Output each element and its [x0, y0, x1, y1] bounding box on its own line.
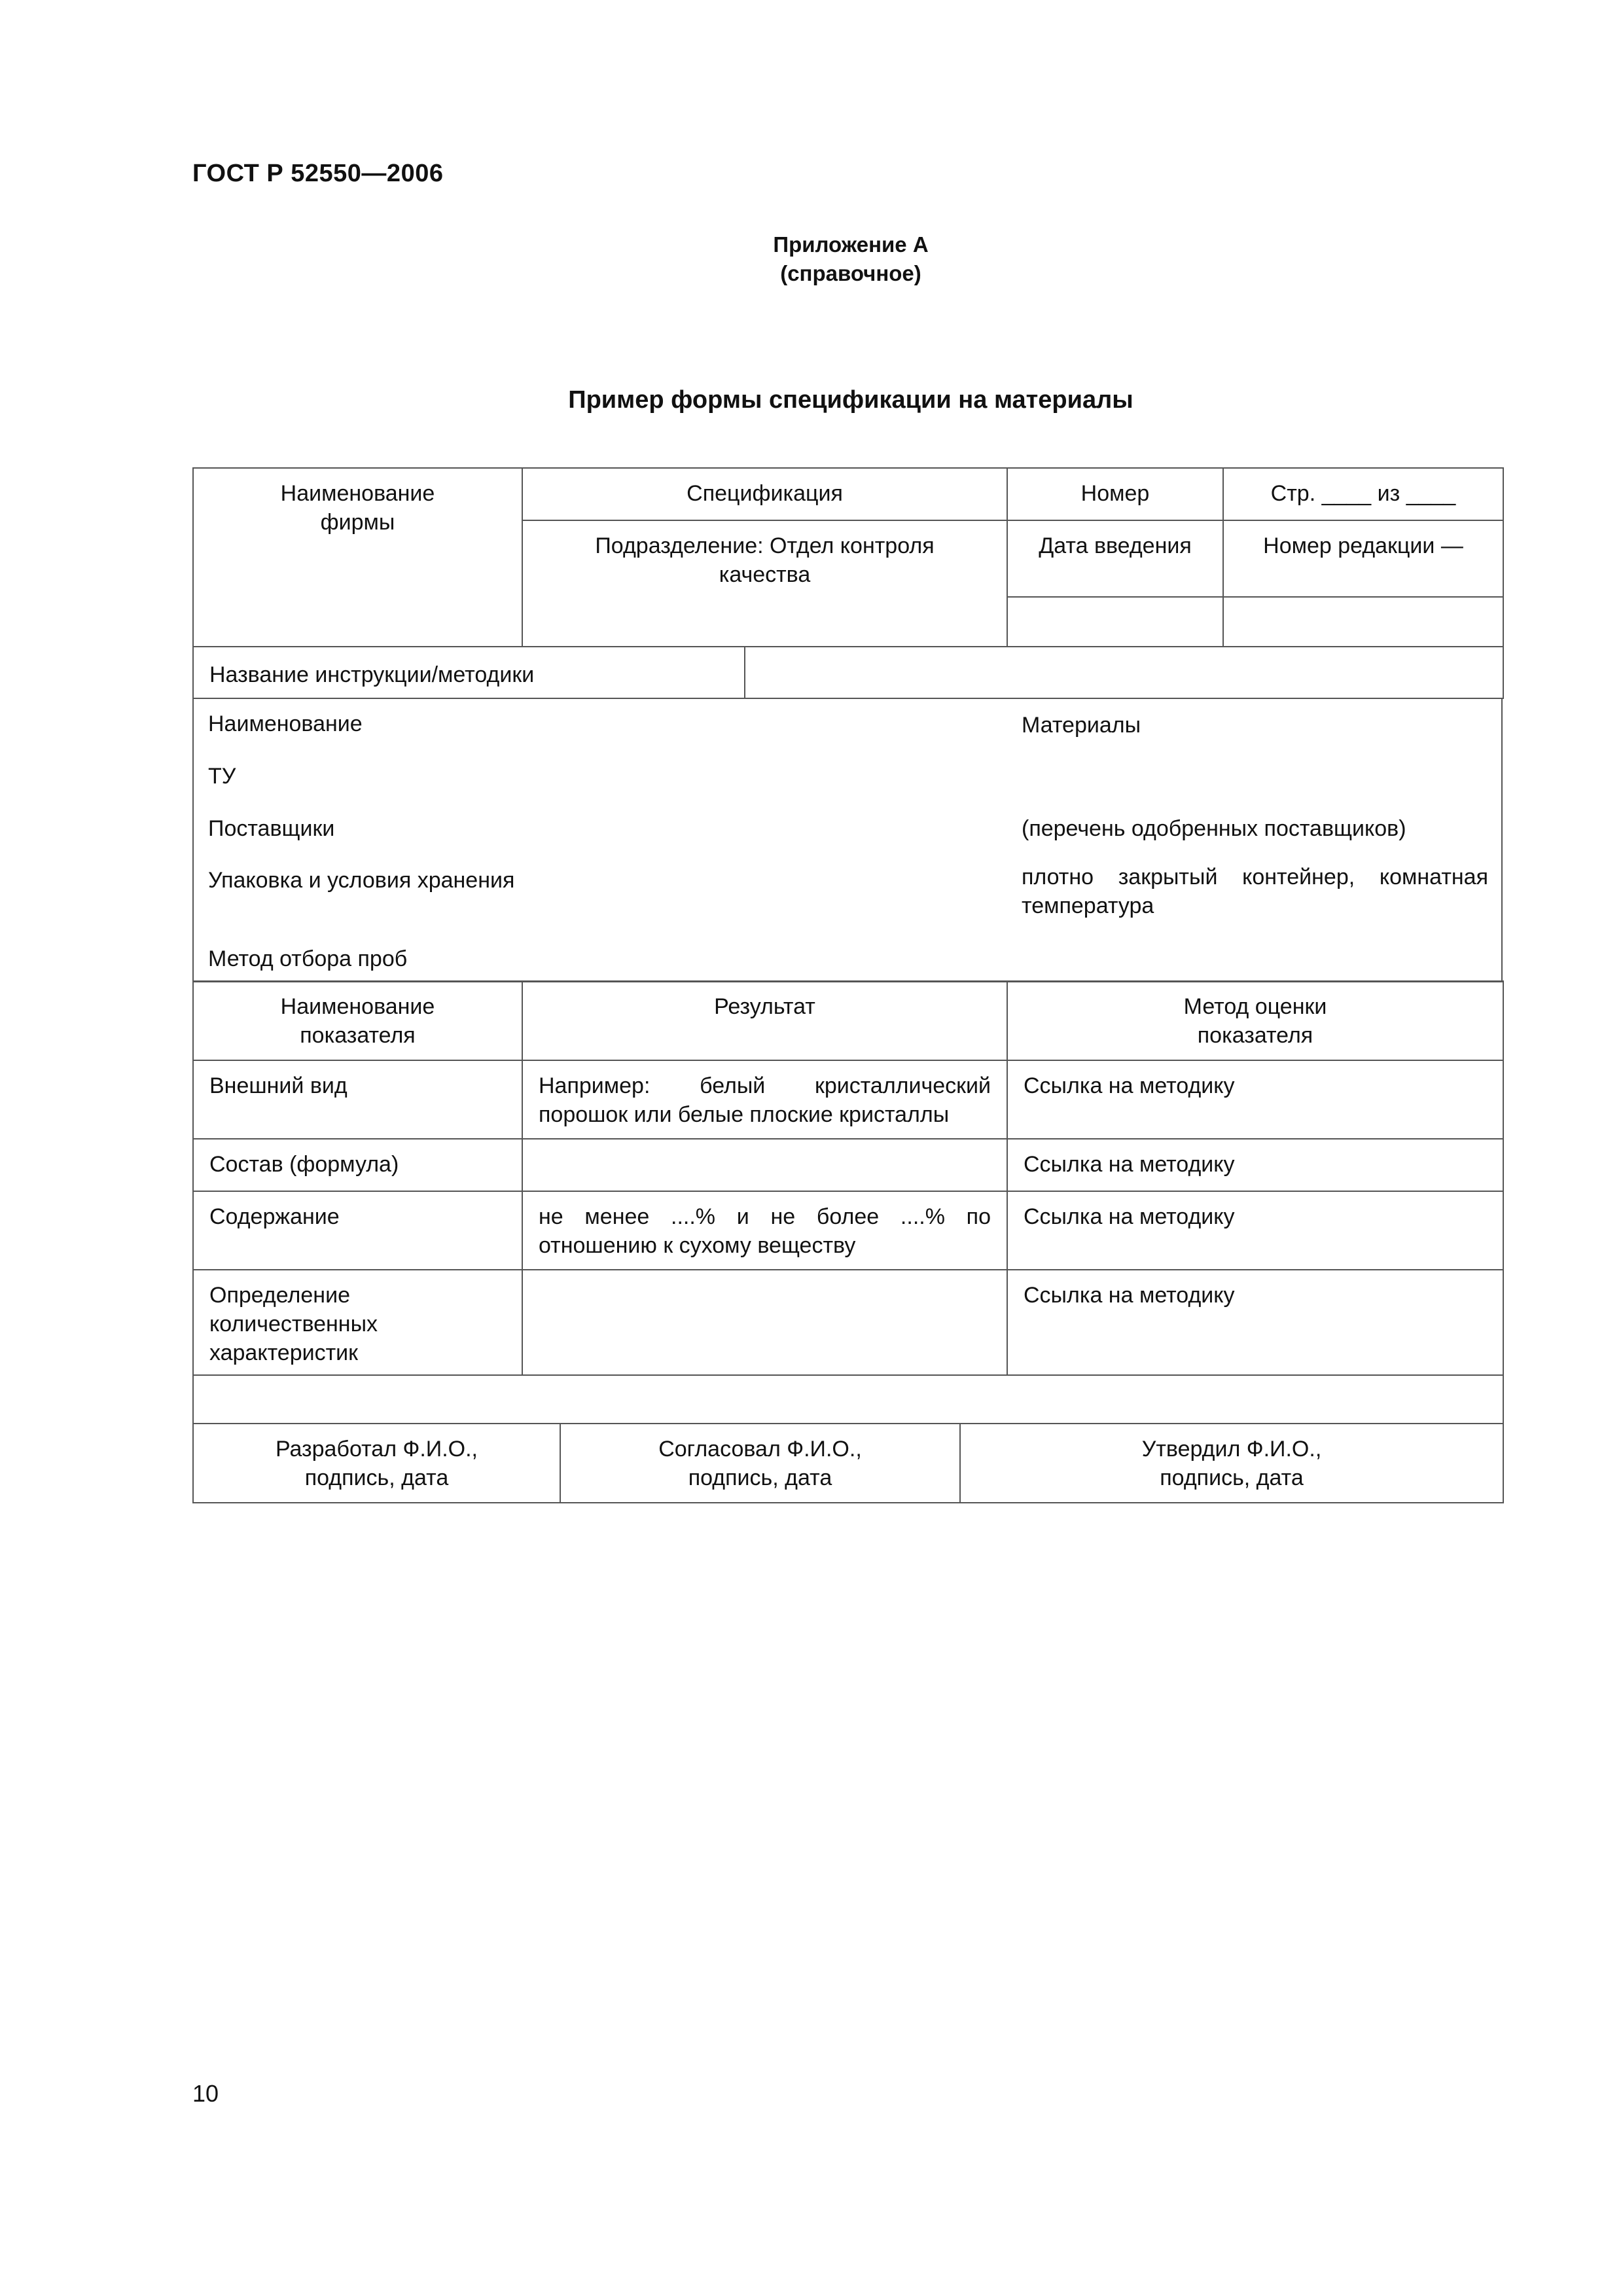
- number-value-cell: [1007, 597, 1223, 647]
- indicators-table: [192, 980, 1504, 1376]
- appendix-subtitle: (справочное): [780, 261, 921, 285]
- instruction-value: [745, 647, 1503, 698]
- indicator-result: [522, 1270, 1007, 1375]
- indicator-method: Ссылка на методику: [1007, 1191, 1503, 1270]
- document-code: ГОСТ Р 52550—2006: [192, 160, 444, 187]
- table-row: [193, 1139, 1503, 1191]
- col-header-method: Метод оценки показателя: [1007, 981, 1503, 1060]
- indicator-method: Ссылка на методику: [1007, 1060, 1503, 1139]
- appendix-heading: [654, 230, 1047, 288]
- specification-cell: Спецификация: [522, 468, 1007, 520]
- form-title: Пример формы спецификации на материалы: [568, 386, 1133, 414]
- prop-suppliers-label: Поставщики: [208, 816, 335, 841]
- revision-cell: Номер редакции —: [1223, 520, 1503, 597]
- intro-date-cell: Дата введения: [1007, 520, 1223, 597]
- indicator-result: не менее ....% и не более ....% по отношению к сухому веществу: [522, 1191, 1007, 1270]
- table-row: [193, 1270, 1503, 1375]
- prop-packaging-label: Упаковка и условия хранения: [208, 868, 515, 893]
- page-number: 10: [192, 2080, 219, 2107]
- page-of-cell: Стр. ____ из ____: [1223, 468, 1503, 520]
- indicator-name: Содержание: [193, 1191, 522, 1270]
- indicator-result: Например: белый кристаллический порошок или белые плоские кристаллы: [522, 1060, 1007, 1139]
- division-cell: Подразделение: Отдел контроля качества: [522, 520, 1007, 647]
- prop-name-label: Наименование: [208, 711, 363, 736]
- header-table: [192, 467, 1504, 647]
- indicator-name: Состав (формула): [193, 1139, 522, 1191]
- table-row: [193, 1191, 1503, 1270]
- prop-sampling-label: Метод отбора проб: [208, 946, 408, 971]
- approved-by-cell: Утвердил Ф.И.О., подпись, дата: [960, 1424, 1503, 1503]
- col-header-result: Результат: [522, 981, 1007, 1060]
- revision-value-cell: [1223, 597, 1503, 647]
- number-cell: Номер: [1007, 468, 1223, 520]
- indicator-method: Ссылка на методику: [1007, 1139, 1503, 1191]
- indicator-method: Ссылка на методику: [1007, 1270, 1503, 1375]
- blank-row: [193, 1375, 1503, 1424]
- prop-packaging-value: плотно закрытый контейнер, комнатная температура: [1022, 865, 1488, 918]
- prop-suppliers-value: (перечень одобренных поставщиков): [1022, 816, 1406, 841]
- developed-by-cell: Разработал Ф.И.О., подпись, дата: [193, 1424, 560, 1503]
- firm-name-cell: Наименование фирмы: [193, 468, 522, 647]
- prop-tu-label: ТУ: [208, 764, 236, 789]
- indicator-name: Определение количественных характеристик: [193, 1270, 522, 1375]
- table-row: [193, 1060, 1503, 1139]
- signature-table: [192, 1374, 1504, 1503]
- appendix-title: Приложение А: [773, 232, 929, 257]
- agreed-by-cell: Согласовал Ф.И.О., подпись, дата: [560, 1424, 960, 1503]
- instruction-label: Название инструкции/методики: [193, 647, 745, 698]
- indicator-result: [522, 1139, 1007, 1191]
- indicator-name: Внешний вид: [193, 1060, 522, 1139]
- instruction-table: [192, 646, 1504, 699]
- prop-materials-value: Материалы: [1022, 713, 1141, 738]
- col-header-name: Наименование показателя: [193, 981, 522, 1060]
